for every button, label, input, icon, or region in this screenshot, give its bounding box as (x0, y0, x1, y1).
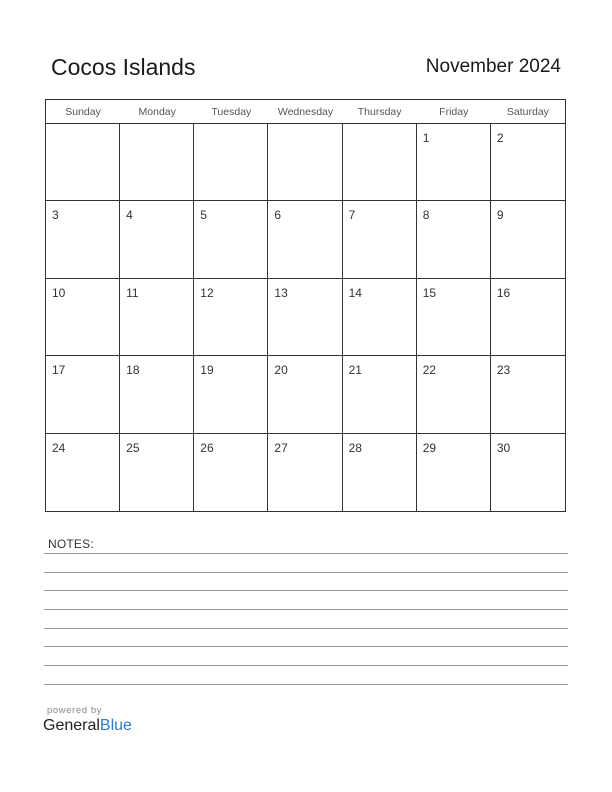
calendar-day-cell (343, 279, 417, 356)
notes-line (44, 609, 568, 610)
day-number: 6 (274, 208, 282, 223)
weekday-header-friday: Friday (417, 100, 491, 124)
day-number: 2 (496, 131, 504, 145)
day-number: 24 (52, 440, 66, 455)
brand-general: General (43, 717, 100, 734)
calendar-day-cell (343, 434, 417, 511)
day-number: 29 (422, 440, 437, 455)
calendar-day-cell (343, 201, 417, 278)
notes-line (44, 684, 568, 685)
calendar-day-cell (268, 124, 342, 201)
day-number: 12 (200, 285, 214, 300)
powered-by-text: powered by (47, 705, 103, 716)
notes-label: NOTES: (48, 537, 94, 551)
day-number: 8 (422, 208, 430, 223)
calendar-day-cell (194, 279, 268, 356)
calendar-day-cell (194, 356, 268, 433)
region-title: Cocos Islands (51, 54, 196, 80)
calendar-day-cell (46, 279, 120, 356)
day-number: 21 (348, 363, 362, 378)
day-number: 17 (52, 363, 66, 378)
calendar-day-cell (343, 124, 417, 201)
day-number: 13 (274, 285, 288, 300)
weekday-header-thursday: Thursday (343, 100, 417, 124)
calendar-day-cell (417, 434, 491, 511)
day-number: 7 (348, 208, 356, 223)
calendar-day-cell (46, 434, 120, 511)
day-number: 28 (348, 440, 362, 455)
weekday-header-monday: Monday (120, 100, 194, 124)
day-number: 10 (52, 285, 66, 300)
day-number: 19 (200, 363, 214, 378)
calendar-day-cell (491, 124, 565, 201)
notes-line (44, 572, 568, 573)
day-number: 14 (348, 285, 362, 300)
calendar-day-cell (491, 434, 565, 511)
day-number: 27 (274, 440, 288, 455)
day-number: 9 (496, 208, 504, 223)
day-number: 4 (126, 208, 133, 223)
calendar-day-cell (46, 356, 120, 433)
calendar-day-cell (268, 201, 342, 278)
calendar-day-cell (491, 279, 565, 356)
day-number: 23 (496, 363, 511, 378)
calendar-day-cell (194, 434, 268, 511)
calendar-day-cell (120, 124, 194, 201)
calendar-day-cell (268, 434, 342, 511)
calendar-day-cell (194, 201, 268, 278)
calendar-day-cell (46, 201, 120, 278)
calendar-day-cell (417, 279, 491, 356)
calendar-day-cell (417, 124, 491, 201)
weekday-header-sunday: Sunday (46, 100, 120, 124)
day-number: 5 (200, 208, 207, 223)
month-year-title: November 2024 (425, 56, 561, 77)
calendar-day-cell (343, 356, 417, 433)
calendar-day-cell (417, 201, 491, 278)
generalblue-logo[interactable] (43, 717, 132, 735)
day-number: 20 (274, 363, 288, 378)
calendar-day-cell (268, 279, 342, 356)
calendar-grid (45, 99, 566, 512)
day-number: 30 (496, 440, 511, 455)
brand-blue: Blue (99, 717, 132, 734)
calendar-day-cell (491, 356, 565, 433)
calendar-day-cell (120, 279, 194, 356)
notes-line (44, 665, 568, 666)
notes-line (44, 646, 568, 647)
weekday-header-tuesday: Tuesday (194, 100, 268, 124)
day-number: 22 (422, 363, 437, 378)
day-number: 25 (126, 440, 140, 455)
notes-line (44, 628, 568, 629)
day-number: 3 (52, 208, 59, 223)
notes-line (44, 590, 568, 591)
day-number: 16 (496, 285, 511, 300)
weekday-header-saturday: Saturday (491, 100, 565, 124)
notes-line (44, 553, 568, 554)
day-number: 1 (422, 131, 430, 145)
calendar-day-cell (46, 124, 120, 201)
calendar-day-cell (194, 124, 268, 201)
calendar-day-cell (417, 356, 491, 433)
calendar-day-cell (120, 434, 194, 511)
weekday-header-wednesday: Wednesday (268, 100, 342, 124)
day-number: 15 (422, 285, 437, 300)
calendar-day-cell (120, 356, 194, 433)
calendar-day-cell (491, 201, 565, 278)
calendar-day-cell (120, 201, 194, 278)
day-number: 18 (126, 363, 140, 378)
calendar-day-cell (268, 356, 342, 433)
day-number: 11 (126, 285, 139, 300)
day-number: 26 (200, 440, 214, 455)
